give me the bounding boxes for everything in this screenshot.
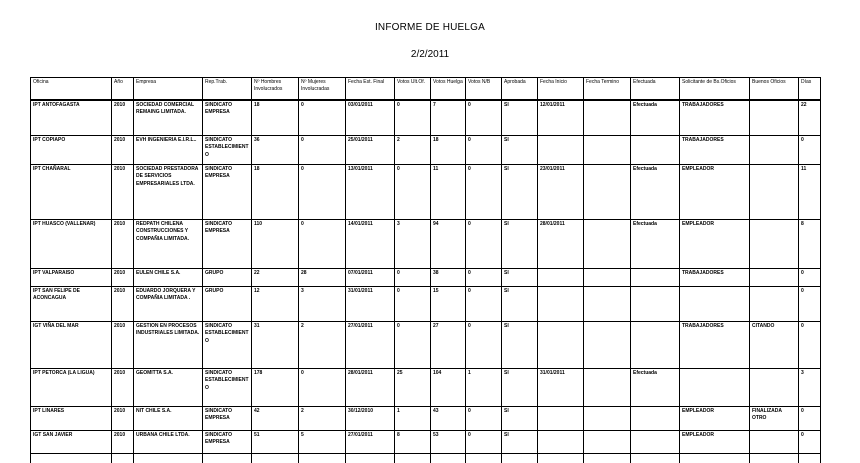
header-votos-nb: Votos N/B (466, 78, 502, 101)
table-row (31, 269, 821, 287)
cell-mujeres: 0 (299, 100, 346, 136)
cell-anio: 2010 (112, 136, 134, 165)
cell-buenos-oficios (750, 136, 799, 165)
cell-dias: 0 (799, 136, 821, 165)
cell-votos-nb: 0 (466, 431, 502, 454)
cell-efectuada (631, 431, 680, 454)
header-row (31, 78, 821, 101)
cell-solicitante: EMPLEADOR (680, 220, 750, 269)
cell-votos-nb: 0 (466, 220, 502, 269)
cell-fecha-inicio: 12/01/2011 (538, 100, 584, 136)
cell-solicitante (680, 369, 750, 407)
table-row (31, 431, 821, 454)
cell-buenos-oficios: CITANDO (750, 322, 799, 369)
cell-anio: 2010 (112, 220, 134, 269)
cell-empresa: GESTION EN PROCESOS INDUSTRIALES LIMITADA. (134, 322, 203, 369)
cell-fecha-est-final: 25/01/2011 (346, 136, 395, 165)
cell-votos-ult-of: 0 (395, 165, 431, 220)
cell-votos-nb: 0 (466, 100, 502, 136)
cell-empty (466, 454, 502, 463)
cell-buenos-oficios (750, 369, 799, 407)
cell-fecha-inicio (538, 407, 584, 431)
cell-oficina: IPT LINARES (31, 407, 112, 431)
cell-oficina: IPT PETORCA (LA LIGUA) (31, 369, 112, 407)
header-anio: Año (112, 78, 134, 101)
table-row (31, 322, 821, 369)
cell-dias: 0 (799, 322, 821, 369)
cell-empresa: REDPATH CHILENA CONSTRUCCIONES Y COMPAÑIA LIMITADA. (134, 220, 203, 269)
cell-dias: 8 (799, 220, 821, 269)
cell-hombres: 22 (252, 269, 299, 287)
table-row (31, 369, 821, 407)
cell-aprobada: SI (502, 431, 538, 454)
cell-empresa: NIT CHILE S.A. (134, 407, 203, 431)
cell-anio: 2010 (112, 165, 134, 220)
header-efectuada: Efectuada (631, 78, 680, 101)
cell-empresa: EVH INGENIERIA E.I.R.L.. (134, 136, 203, 165)
cell-efectuada: Efectuada (631, 220, 680, 269)
header-votos-huelga: Votos Huelga (431, 78, 466, 101)
cell-mujeres: 5 (299, 431, 346, 454)
cell-fecha-est-final: 27/01/2011 (346, 322, 395, 369)
cell-buenos-oficios (750, 165, 799, 220)
cell-fecha-inicio: 28/01/2011 (538, 220, 584, 269)
header-fecha-est-final: Fecha Est. Final (346, 78, 395, 101)
cell-votos-nb: 0 (466, 287, 502, 322)
cell-empty (31, 454, 112, 463)
cell-hombres: 18 (252, 100, 299, 136)
cell-aprobada: SI (502, 220, 538, 269)
cell-buenos-oficios: FINALIZADA OTRO (750, 407, 799, 431)
cell-mujeres: 28 (299, 269, 346, 287)
cell-rep-trab: SINDICATO EMPRESA (203, 407, 252, 431)
cell-dias: 0 (799, 287, 821, 322)
header-fecha-termino: Fecha Termino (584, 78, 631, 101)
cell-fecha-inicio (538, 287, 584, 322)
cell-fecha-termino (584, 369, 631, 407)
cell-rep-trab: SINDICATO ESTABLECIMIENTO (203, 322, 252, 369)
cell-oficina: IPT HUASCO (VALLENAR) (31, 220, 112, 269)
cell-oficina: IGT VIÑA DEL MAR (31, 322, 112, 369)
cell-fecha-termino (584, 220, 631, 269)
header-fecha-inicio: Fecha Inicio (538, 78, 584, 101)
cell-anio: 2010 (112, 407, 134, 431)
cell-anio: 2010 (112, 269, 134, 287)
cell-dias: 22 (799, 100, 821, 136)
header-rep-trab: Rep.Trab. (203, 78, 252, 101)
cell-dias: 0 (799, 431, 821, 454)
cell-votos-ult-of: 0 (395, 287, 431, 322)
cell-fecha-termino (584, 287, 631, 322)
cell-anio: 2010 (112, 369, 134, 407)
cell-fecha-inicio (538, 269, 584, 287)
cell-rep-trab: SINDICATO ESTABLECIMIENTO (203, 136, 252, 165)
cell-fecha-inicio (538, 322, 584, 369)
cell-anio: 2010 (112, 431, 134, 454)
table-row (31, 100, 821, 136)
cell-hombres: 178 (252, 369, 299, 407)
strike-report-table (30, 77, 821, 463)
cell-buenos-oficios (750, 100, 799, 136)
cell-fecha-inicio (538, 136, 584, 165)
cell-empty (631, 454, 680, 463)
cell-rep-trab: SINDICATO ESTABLECIMIENTO (203, 369, 252, 407)
cell-solicitante: EMPLEADOR (680, 165, 750, 220)
cell-mujeres: 0 (299, 165, 346, 220)
cell-votos-ult-of: 0 (395, 322, 431, 369)
cell-buenos-oficios (750, 220, 799, 269)
table-row (31, 287, 821, 322)
report-date: 2/2/2011 (0, 49, 860, 60)
cell-aprobada: SI (502, 287, 538, 322)
cell-rep-trab: SINDICATO EMPRESA (203, 100, 252, 136)
cell-hombres: 51 (252, 431, 299, 454)
cell-solicitante: TRABAJADORES (680, 100, 750, 136)
cell-buenos-oficios (750, 431, 799, 454)
header-mujeres: Nº Mujeres Involucradas (299, 78, 346, 101)
cell-oficina: IPT ANTOFAGASTA (31, 100, 112, 136)
cell-efectuada (631, 287, 680, 322)
cell-solicitante: TRABAJADORES (680, 269, 750, 287)
cell-votos-nb: 0 (466, 322, 502, 369)
cell-empresa: GEOMITTA S.A. (134, 369, 203, 407)
cell-empty (799, 454, 821, 463)
cell-hombres: 12 (252, 287, 299, 322)
cell-votos-huelga: 15 (431, 287, 466, 322)
cell-efectuada (631, 136, 680, 165)
cell-dias: 0 (799, 269, 821, 287)
cell-mujeres: 2 (299, 322, 346, 369)
cell-solicitante: EMPLEADOR (680, 407, 750, 431)
cell-votos-ult-of: 25 (395, 369, 431, 407)
cell-rep-trab: SINDICATO EMPRESA (203, 431, 252, 454)
cell-aprobada: SI (502, 100, 538, 136)
cell-fecha-est-final: 14/01/2011 (346, 220, 395, 269)
cell-dias: 0 (799, 407, 821, 431)
cell-oficina: IPT SAN FELIPE DE ACONCAGUA (31, 287, 112, 322)
cell-fecha-inicio (538, 431, 584, 454)
header-buenos-oficios: Buenos Oficios (750, 78, 799, 101)
cell-dias: 3 (799, 369, 821, 407)
cell-solicitante: TRABAJADORES (680, 322, 750, 369)
cell-fecha-termino (584, 100, 631, 136)
header-votos-ult-of: Votos Ult.Of. (395, 78, 431, 101)
cell-empresa: URBANA CHILE LTDA. (134, 431, 203, 454)
cell-rep-trab: GRUPO (203, 287, 252, 322)
cell-fecha-termino (584, 136, 631, 165)
cell-votos-huelga: 27 (431, 322, 466, 369)
table-row (31, 136, 821, 165)
cell-fecha-inicio: 23/01/2011 (538, 165, 584, 220)
cell-empresa: SOCIEDAD COMERCIAL REMAING LIMITADA. (134, 100, 203, 136)
cell-oficina: IGT SAN JAVIER (31, 431, 112, 454)
cell-hombres: 31 (252, 322, 299, 369)
cell-empty (134, 454, 203, 463)
header-oficina: Oficina (31, 78, 112, 101)
cell-votos-nb: 0 (466, 136, 502, 165)
table-row (31, 220, 821, 269)
cell-empty (680, 454, 750, 463)
cell-votos-nb: 0 (466, 269, 502, 287)
cell-efectuada (631, 407, 680, 431)
cell-votos-huelga: 104 (431, 369, 466, 407)
cell-anio: 2010 (112, 100, 134, 136)
cell-buenos-oficios (750, 269, 799, 287)
cell-votos-huelga: 18 (431, 136, 466, 165)
cell-mujeres: 2 (299, 407, 346, 431)
table-row (31, 165, 821, 220)
cell-aprobada: SI (502, 322, 538, 369)
cell-aprobada: SI (502, 269, 538, 287)
cell-votos-ult-of: 0 (395, 269, 431, 287)
header-solicitante: Solicitante de Bs.Oficios (680, 78, 750, 101)
cell-votos-nb: 0 (466, 165, 502, 220)
cell-efectuada: Efectuada (631, 165, 680, 220)
cell-votos-ult-of: 8 (395, 431, 431, 454)
cell-votos-nb: 0 (466, 407, 502, 431)
cell-buenos-oficios (750, 287, 799, 322)
cell-mujeres: 3 (299, 287, 346, 322)
cell-anio: 2010 (112, 287, 134, 322)
header-dias: Días (799, 78, 821, 101)
cell-empresa: SOCIEDAD PRESTADORA DE SERVICIOS EMPRESARIALES LTDA. (134, 165, 203, 220)
cell-votos-ult-of: 1 (395, 407, 431, 431)
cell-votos-huelga: 11 (431, 165, 466, 220)
cell-fecha-est-final: 30/12/2010 (346, 407, 395, 431)
cell-fecha-est-final: 13/01/2011 (346, 165, 395, 220)
cell-fecha-est-final: 07/01/2011 (346, 269, 395, 287)
header-hombres: Nº Hombres Involucrados (252, 78, 299, 101)
table-body (31, 100, 821, 463)
cell-solicitante: EMPLEADOR (680, 431, 750, 454)
table-row-continued (31, 454, 821, 463)
cell-mujeres: 0 (299, 220, 346, 269)
cell-empty (584, 454, 631, 463)
cell-efectuada (631, 269, 680, 287)
cell-aprobada: SI (502, 165, 538, 220)
cell-hombres: 42 (252, 407, 299, 431)
cell-empty (538, 454, 584, 463)
cell-rep-trab: SINDICATO EMPRESA (203, 220, 252, 269)
cell-empty (502, 454, 538, 463)
cell-solicitante: TRABAJADORES (680, 136, 750, 165)
cell-fecha-termino (584, 165, 631, 220)
cell-oficina: IPT CHAÑARAL (31, 165, 112, 220)
cell-oficina: IPT COPIAPO (31, 136, 112, 165)
cell-aprobada: SI (502, 369, 538, 407)
cell-fecha-est-final: 03/01/2011 (346, 100, 395, 136)
cell-votos-nb: 1 (466, 369, 502, 407)
cell-rep-trab: GRUPO (203, 269, 252, 287)
cell-votos-huelga: 38 (431, 269, 466, 287)
cell-votos-ult-of: 3 (395, 220, 431, 269)
cell-hombres: 18 (252, 165, 299, 220)
header-empresa: Empresa (134, 78, 203, 101)
cell-empty (252, 454, 299, 463)
cell-hombres: 110 (252, 220, 299, 269)
cell-empty (395, 454, 431, 463)
cell-votos-ult-of: 2 (395, 136, 431, 165)
cell-aprobada: SI (502, 136, 538, 165)
cell-mujeres: 0 (299, 136, 346, 165)
cell-empty (299, 454, 346, 463)
cell-empresa: EULEN CHILE S.A. (134, 269, 203, 287)
cell-fecha-termino (584, 269, 631, 287)
cell-mujeres: 0 (299, 369, 346, 407)
cell-rep-trab: SINDICATO EMPRESA (203, 165, 252, 220)
cell-oficina: IPT VALPARAISO (31, 269, 112, 287)
cell-fecha-termino (584, 322, 631, 369)
cell-fecha-termino (584, 407, 631, 431)
cell-solicitante (680, 287, 750, 322)
cell-empty (750, 454, 799, 463)
table-row (31, 407, 821, 431)
cell-empresa: EDUARDO JORQUERA Y COMPAÑIA LIMITADA . (134, 287, 203, 322)
cell-votos-huelga: 43 (431, 407, 466, 431)
cell-hombres: 36 (252, 136, 299, 165)
cell-fecha-termino (584, 431, 631, 454)
cell-votos-huelga: 94 (431, 220, 466, 269)
cell-efectuada: Efectuada (631, 369, 680, 407)
cell-votos-huelga: 7 (431, 100, 466, 136)
cell-aprobada: SI (502, 407, 538, 431)
cell-fecha-est-final: 31/01/2011 (346, 287, 395, 322)
header-aprobada: Aprobada (502, 78, 538, 101)
cell-fecha-est-final: 27/01/2011 (346, 431, 395, 454)
cell-empty (203, 454, 252, 463)
cell-votos-ult-of: 0 (395, 100, 431, 136)
cell-fecha-est-final: 28/01/2011 (346, 369, 395, 407)
cell-dias: 11 (799, 165, 821, 220)
cell-efectuada (631, 322, 680, 369)
report-title: INFORME DE HUELGA (0, 22, 860, 33)
cell-empty (112, 454, 134, 463)
cell-efectuada: Efectuada (631, 100, 680, 136)
cell-empty (431, 454, 466, 463)
cell-fecha-inicio: 31/01/2011 (538, 369, 584, 407)
cell-empty (346, 454, 395, 463)
cell-anio: 2010 (112, 322, 134, 369)
cell-votos-huelga: 53 (431, 431, 466, 454)
